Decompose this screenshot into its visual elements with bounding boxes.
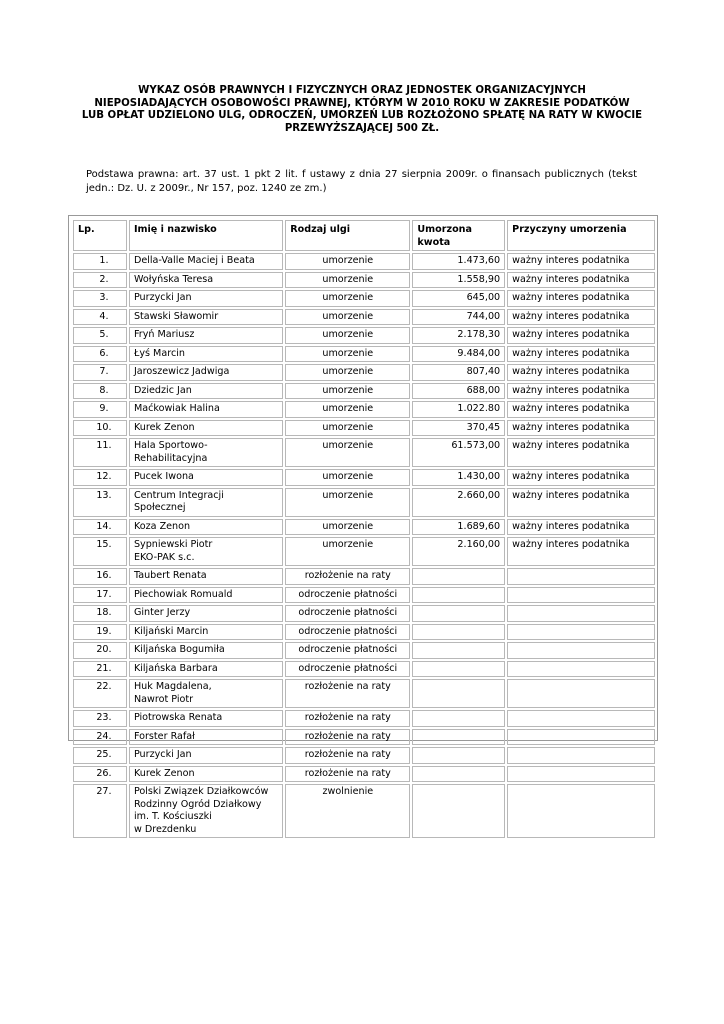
cell-name-line: Hala Sportowo- xyxy=(133,440,208,451)
header-lp: Lp. xyxy=(73,220,127,251)
cell-name-line: Centrum Integracji xyxy=(133,489,224,501)
cell-name xyxy=(129,488,283,517)
cell-relief: umorzenie xyxy=(285,364,410,381)
table-row xyxy=(73,605,655,622)
header-amount xyxy=(412,220,505,251)
cell-name xyxy=(129,327,283,344)
cell-lp: 16. xyxy=(73,568,127,585)
table-row xyxy=(73,624,655,641)
cell-relief: umorzenie xyxy=(285,438,410,467)
cell-reason: ważny interes podatnika xyxy=(507,383,655,400)
cell-lp: 21. xyxy=(73,661,127,678)
cell-amount xyxy=(412,784,505,838)
cell-amount: 2.660,00 xyxy=(412,488,505,517)
cell-name-line: Nawrot Piotr xyxy=(133,693,194,705)
cell-amount: 1.430,00 xyxy=(412,469,505,486)
cell-amount xyxy=(412,679,505,708)
cell-reason: ważny interes podatnika xyxy=(507,309,655,326)
cell-lp: 14. xyxy=(73,519,127,536)
cell-reason xyxy=(507,661,655,678)
cell-amount xyxy=(412,642,505,659)
cell-name-line: Kurek Zenon xyxy=(133,421,195,433)
cell-relief: umorzenie xyxy=(285,327,410,344)
title-line: NIEPOSIADAJĄCYCH OSOBOWOŚCI PRAWNEJ, KTÓRYM W 2010 ROKU W ZAKRESIE PODATKÓW xyxy=(94,97,630,109)
cell-reason: ważny interes podatnika xyxy=(507,327,655,344)
cell-name xyxy=(129,679,283,708)
cell-relief: odroczenie płatności xyxy=(285,642,410,659)
table-header-row xyxy=(73,220,655,251)
cell-lp: 19. xyxy=(73,624,127,641)
cell-reason xyxy=(507,747,655,764)
cell-name-line: Polski Związek Działkowców xyxy=(133,786,269,797)
cell-relief: umorzenie xyxy=(285,290,410,307)
cell-name-line: Wołyńska Teresa xyxy=(133,273,214,285)
cell-reason: ważny interes podatnika xyxy=(507,488,655,517)
cell-name xyxy=(129,710,283,727)
cell-amount: 61.573,00 xyxy=(412,438,505,467)
cell-name xyxy=(129,537,283,566)
cell-name-line: Pucek Iwona xyxy=(133,471,194,482)
cell-reason: ważny interes podatnika xyxy=(507,346,655,363)
table-row xyxy=(73,346,655,363)
cell-amount xyxy=(412,710,505,727)
table-row xyxy=(73,766,655,783)
cell-reason xyxy=(507,766,655,783)
cell-relief: rozłożenie na raty xyxy=(285,679,410,708)
cell-reason: ważny interes podatnika xyxy=(507,537,655,566)
table-row xyxy=(73,401,655,418)
cell-name-line: Koza Zenon xyxy=(133,520,191,532)
cell-name xyxy=(129,401,283,418)
cell-name-line: Della-Valle Maciej i Beata xyxy=(133,255,255,266)
cell-lp: 25. xyxy=(73,747,127,764)
cell-lp: 1. xyxy=(73,253,127,270)
cell-relief: umorzenie xyxy=(285,401,410,418)
cell-name-line: Ginter Jerzy xyxy=(133,607,191,618)
cell-name xyxy=(129,519,283,536)
cell-relief: rozłożenie na raty xyxy=(285,747,410,764)
table-row xyxy=(73,537,655,566)
cell-lp: 3. xyxy=(73,290,127,307)
cell-name-line: w Drezdenku xyxy=(133,823,197,835)
cell-name-line: Kiljański Marcin xyxy=(133,625,209,637)
cell-amount: 9.484,00 xyxy=(412,346,505,363)
cell-name-line: Społecznej xyxy=(133,502,186,513)
header-relief: Rodzaj ulgi xyxy=(285,220,410,251)
cell-amount: 370,45 xyxy=(412,420,505,437)
table-row xyxy=(73,290,655,307)
cell-reason xyxy=(507,642,655,659)
cell-amount: 2.160,00 xyxy=(412,537,505,566)
cell-relief: rozłożenie na raty xyxy=(285,568,410,585)
cell-amount xyxy=(412,661,505,678)
cell-amount: 2.178,30 xyxy=(412,327,505,344)
cell-reason xyxy=(507,568,655,585)
table-row xyxy=(73,469,655,486)
cell-reason xyxy=(507,679,655,708)
cell-name xyxy=(129,469,283,486)
cell-reason xyxy=(507,605,655,622)
cell-relief: umorzenie xyxy=(285,420,410,437)
cell-amount: 807,40 xyxy=(412,364,505,381)
cell-lp: 13. xyxy=(73,488,127,517)
cell-name-line: Fryń Mariusz xyxy=(133,329,195,340)
cell-relief: odroczenie płatności xyxy=(285,605,410,622)
cell-name-line: Stawski Sławomir xyxy=(133,310,219,322)
cell-amount: 1.022.80 xyxy=(412,401,505,418)
cell-amount: 688,00 xyxy=(412,383,505,400)
cell-name xyxy=(129,346,283,363)
cell-reason xyxy=(507,587,655,604)
cell-reason: ważny interes podatnika xyxy=(507,253,655,270)
cell-lp: 10. xyxy=(73,420,127,437)
cell-lp: 7. xyxy=(73,364,127,381)
table-row xyxy=(73,642,655,659)
cell-name-line: Piechowiak Romuald xyxy=(133,588,233,600)
header-reason: Przyczyny umorzenia xyxy=(507,220,655,251)
cell-lp: 5. xyxy=(73,327,127,344)
cell-name xyxy=(129,642,283,659)
cell-name xyxy=(129,253,283,270)
table-row xyxy=(73,420,655,437)
cell-name-line: Jaroszewicz Jadwiga xyxy=(133,366,230,377)
title-line: PRZEWYŻSZAJĄCEJ 500 ZŁ. xyxy=(284,122,440,134)
cell-name-line: Kurek Zenon xyxy=(133,767,195,779)
cell-reason xyxy=(507,729,655,746)
cell-amount xyxy=(412,624,505,641)
cell-lp: 15. xyxy=(73,537,127,566)
cell-name-line: Kiljańska Bogumiła xyxy=(133,644,225,655)
cell-amount: 645,00 xyxy=(412,290,505,307)
header-amount-line: kwota xyxy=(417,236,451,248)
cell-reason: ważny interes podatnika xyxy=(507,364,655,381)
cell-name xyxy=(129,383,283,400)
cell-amount xyxy=(412,729,505,746)
cell-name-line: Sypniewski Piotr xyxy=(133,539,213,550)
cell-amount: 1.689,60 xyxy=(412,519,505,536)
cell-relief: rozłożenie na raty xyxy=(285,710,410,727)
cell-reason: ważny interes podatnika xyxy=(507,469,655,486)
cell-lp: 17. xyxy=(73,587,127,604)
cell-lp: 27. xyxy=(73,784,127,838)
table-row xyxy=(73,729,655,746)
cell-name xyxy=(129,661,283,678)
table-row xyxy=(73,587,655,604)
cell-name xyxy=(129,438,283,467)
cell-relief: odroczenie płatności xyxy=(285,661,410,678)
cell-relief: umorzenie xyxy=(285,253,410,270)
cell-lp: 4. xyxy=(73,309,127,326)
cell-name xyxy=(129,784,283,838)
table-row xyxy=(73,383,655,400)
cell-name-line: Purzycki Jan xyxy=(133,749,192,760)
table-row xyxy=(73,327,655,344)
cell-lp: 22. xyxy=(73,679,127,708)
table-row xyxy=(73,679,655,708)
title-line: LUB OPŁAT UDZIELONO ULG, ODROCZEŃ, UMORZEŃ LUB ROZŁOŻONO SPŁATĘ NA RATY W KWOCIE xyxy=(81,110,643,121)
table-row xyxy=(73,710,655,727)
cell-lp: 12. xyxy=(73,469,127,486)
cell-reason: ważny interes podatnika xyxy=(507,401,655,418)
cell-lp: 24. xyxy=(73,729,127,746)
table-row xyxy=(73,661,655,678)
cell-amount xyxy=(412,568,505,585)
table-row xyxy=(73,784,655,838)
cell-reason xyxy=(507,784,655,838)
cell-amount: 744,00 xyxy=(412,309,505,326)
cell-reason: ważny interes podatnika xyxy=(507,438,655,467)
table-body xyxy=(73,253,655,838)
document-title xyxy=(80,85,644,135)
cell-name-line: Taubert Renata xyxy=(133,570,207,581)
cell-relief: odroczenie płatności xyxy=(285,624,410,641)
cell-relief: umorzenie xyxy=(285,346,410,363)
cell-name-line: Forster Rafał xyxy=(133,730,195,742)
cell-name-line: Piotrowska Renata xyxy=(133,712,223,723)
table-row xyxy=(73,747,655,764)
cell-lp: 9. xyxy=(73,401,127,418)
relief-table xyxy=(71,218,657,840)
cell-relief: umorzenie xyxy=(285,469,410,486)
cell-lp: 26. xyxy=(73,766,127,783)
cell-relief: umorzenie xyxy=(285,272,410,289)
cell-name xyxy=(129,309,283,326)
cell-name-line: Huk Magdalena, xyxy=(133,681,212,692)
cell-name xyxy=(129,747,283,764)
cell-name-line: Łyś Marcin xyxy=(133,347,185,359)
cell-name-line: Rehabilitacyjna xyxy=(133,452,208,464)
cell-reason xyxy=(507,624,655,641)
cell-reason: ważny interes podatnika xyxy=(507,519,655,536)
cell-relief: umorzenie xyxy=(285,537,410,566)
cell-relief: umorzenie xyxy=(285,309,410,326)
cell-name-line: Maćkowiak Halina xyxy=(133,403,220,414)
cell-name-line: Dziedzic Jan xyxy=(133,384,192,396)
cell-lp: 2. xyxy=(73,272,127,289)
cell-lp: 20. xyxy=(73,642,127,659)
cell-relief: umorzenie xyxy=(285,488,410,517)
cell-lp: 6. xyxy=(73,346,127,363)
cell-amount xyxy=(412,587,505,604)
cell-name xyxy=(129,272,283,289)
cell-relief: odroczenie płatności xyxy=(285,587,410,604)
cell-amount: 1.473,60 xyxy=(412,253,505,270)
cell-name xyxy=(129,568,283,585)
header-name: Imię i nazwisko xyxy=(129,220,283,251)
cell-lp: 23. xyxy=(73,710,127,727)
cell-amount xyxy=(412,747,505,764)
cell-name xyxy=(129,729,283,746)
title-line: WYKAZ OSÓB PRAWNYCH I FIZYCZNYCH ORAZ JEDNOSTEK ORGANIZACYJNYCH xyxy=(138,85,586,96)
cell-name-line: Kiljańska Barbara xyxy=(133,662,218,674)
cell-name xyxy=(129,624,283,641)
cell-name-line: EKO-PAK s.c. xyxy=(133,551,195,563)
table-row xyxy=(73,568,655,585)
relief-table-frame xyxy=(68,215,658,835)
cell-name-line: Rodzinny Ogród Działkowy xyxy=(133,798,262,810)
cell-reason xyxy=(507,710,655,727)
cell-name xyxy=(129,420,283,437)
table-row xyxy=(73,438,655,467)
cell-amount xyxy=(412,766,505,783)
cell-name-line: Purzycki Jan xyxy=(133,292,192,303)
cell-name xyxy=(129,766,283,783)
table-row xyxy=(73,519,655,536)
cell-reason: ważny interes podatnika xyxy=(507,272,655,289)
cell-relief: rozłożenie na raty xyxy=(285,729,410,746)
table-row xyxy=(73,364,655,381)
cell-name xyxy=(129,290,283,307)
cell-name xyxy=(129,605,283,622)
table-row xyxy=(73,309,655,326)
cell-relief: zwolnienie xyxy=(285,784,410,838)
header-amount-line: Umorzona xyxy=(417,224,472,235)
cell-relief: rozłożenie na raty xyxy=(285,766,410,783)
cell-relief: umorzenie xyxy=(285,383,410,400)
cell-name xyxy=(129,587,283,604)
cell-amount xyxy=(412,605,505,622)
table-row xyxy=(73,253,655,270)
cell-lp: 11. xyxy=(73,438,127,467)
legal-basis: Podstawa prawna: art. 37 ust. 1 pkt 2 lit. f ustawy z dnia 27 sierpnia 2009r. o finansach publicznych (tekst jedn.: Dz. U. z 2009r., Nr 157, poz. 1240 ze zm.) xyxy=(86,169,637,194)
cell-relief: umorzenie xyxy=(285,519,410,536)
table-row xyxy=(73,272,655,289)
cell-lp: 8. xyxy=(73,383,127,400)
cell-lp: 18. xyxy=(73,605,127,622)
table-row xyxy=(73,488,655,517)
cell-reason: ważny interes podatnika xyxy=(507,290,655,307)
cell-name-line: im. T. Kościuszki xyxy=(133,811,212,822)
cell-amount: 1.558,90 xyxy=(412,272,505,289)
cell-name xyxy=(129,364,283,381)
cell-reason: ważny interes podatnika xyxy=(507,420,655,437)
